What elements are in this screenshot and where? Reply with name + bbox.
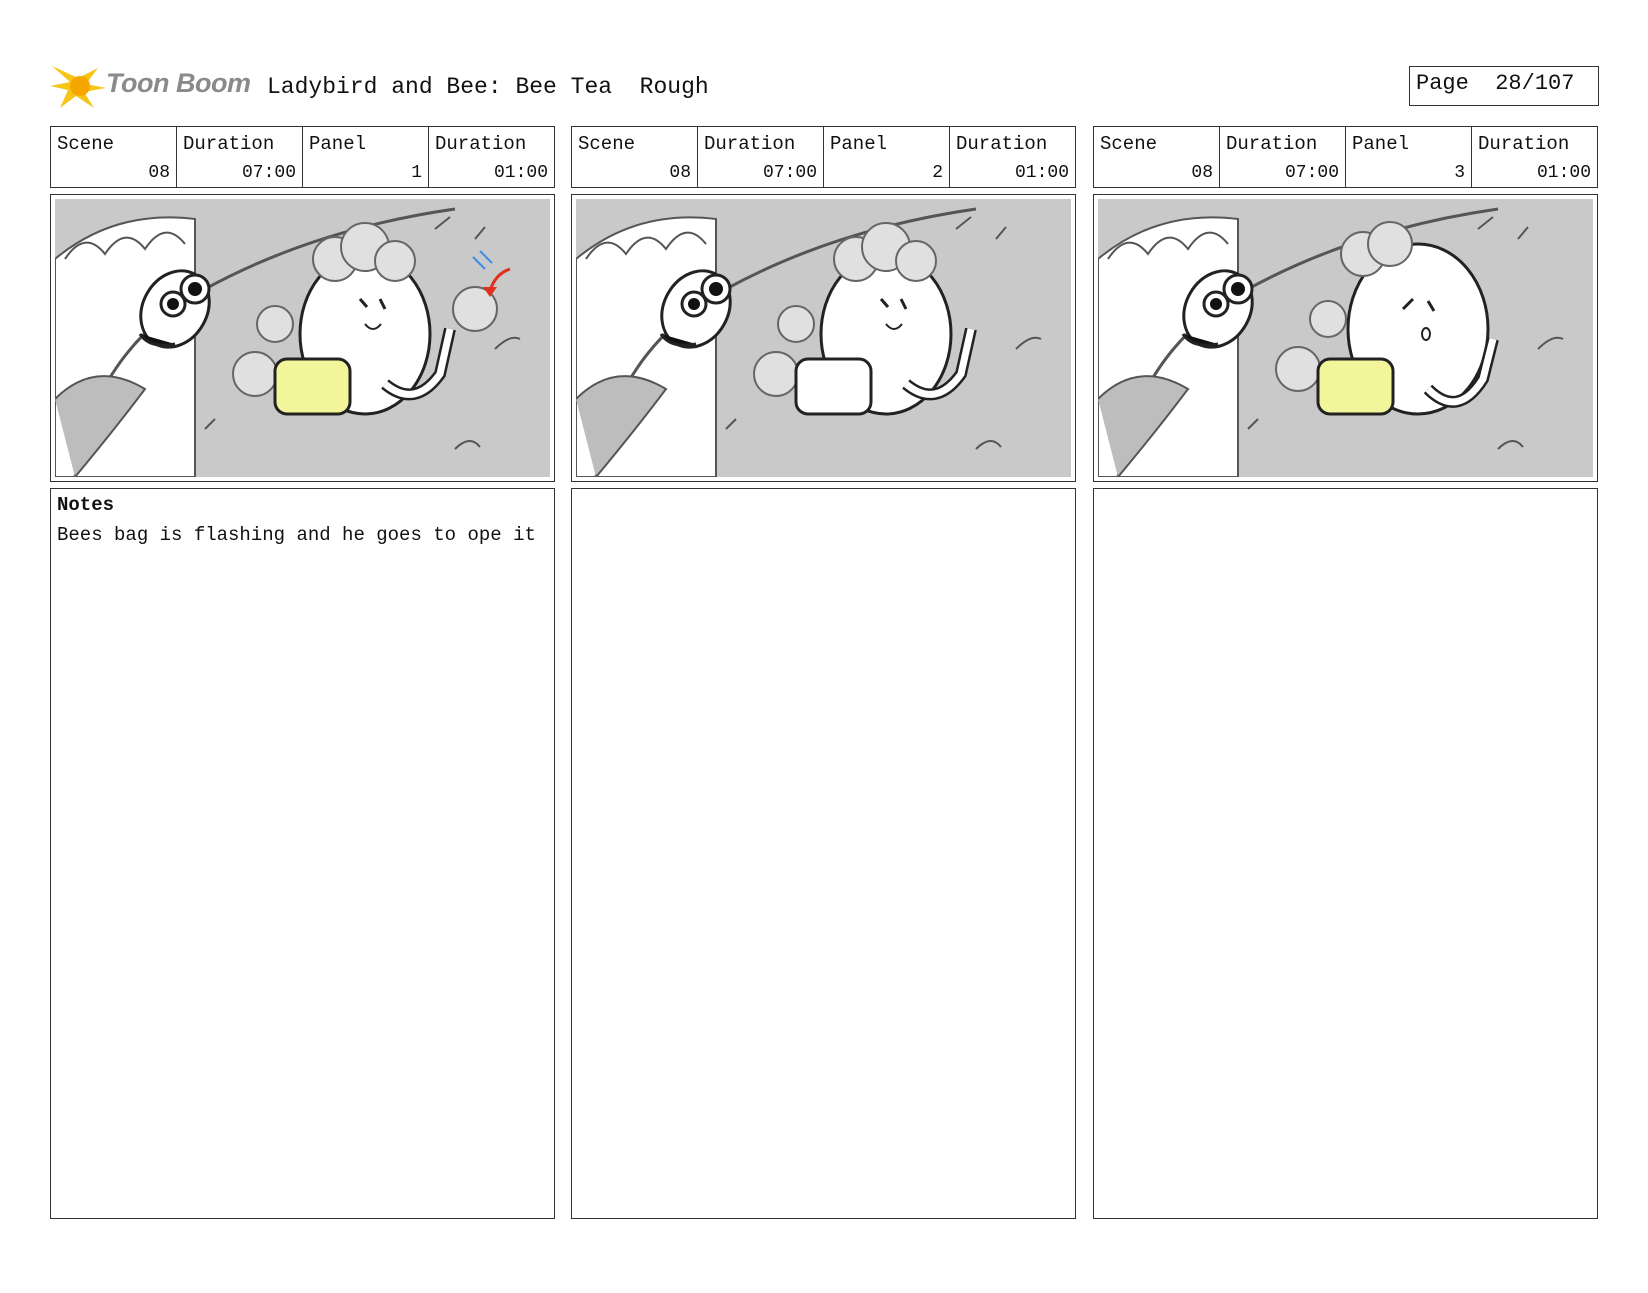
panel-cell bbox=[824, 127, 950, 187]
scene-value: 08 bbox=[148, 163, 170, 183]
panel-drawing-frame bbox=[571, 194, 1076, 482]
panel-cell bbox=[303, 127, 429, 187]
document-title: Ladybird and Bee: Bee Tea Rough bbox=[267, 74, 709, 100]
panel-duration-cell bbox=[950, 127, 1075, 187]
notes-title: Notes bbox=[57, 494, 115, 516]
storyboard-sketch-image bbox=[55, 199, 550, 477]
scene-cell bbox=[51, 127, 177, 187]
panel-duration-label: Duration bbox=[435, 133, 527, 155]
panel-value: 1 bbox=[411, 163, 422, 183]
panel-info-bar bbox=[571, 126, 1076, 188]
scene-cell bbox=[1094, 127, 1220, 187]
panel-value: 3 bbox=[1454, 163, 1465, 183]
scene-value: 08 bbox=[669, 163, 691, 183]
notes-box bbox=[571, 488, 1076, 1219]
panel-label: Panel bbox=[1352, 133, 1410, 155]
panel-drawing-frame bbox=[50, 194, 555, 482]
page-number: 28/107 bbox=[1495, 71, 1575, 96]
panel-duration-label: Duration bbox=[956, 133, 1048, 155]
panel-duration-label: Duration bbox=[1478, 133, 1570, 155]
page-label: Page bbox=[1416, 71, 1469, 96]
storyboard-sketch-image bbox=[576, 199, 1071, 477]
panel-duration-value: 01:00 bbox=[1014, 163, 1069, 183]
scene-duration-label: Duration bbox=[183, 133, 275, 155]
page-indicator bbox=[1409, 66, 1599, 106]
scene-duration-value: 07:00 bbox=[1284, 163, 1339, 183]
panel-label: Panel bbox=[830, 133, 888, 155]
notes-box bbox=[50, 488, 555, 1219]
logo-text: Toon Boom bbox=[106, 68, 251, 98]
notes-box bbox=[1093, 488, 1598, 1219]
scene-duration-cell bbox=[1220, 127, 1346, 187]
scene-duration-label: Duration bbox=[704, 133, 796, 155]
scene-value: 08 bbox=[1191, 163, 1213, 183]
panel-info-bar bbox=[50, 126, 555, 188]
scene-cell bbox=[572, 127, 698, 187]
panel-value: 2 bbox=[932, 163, 943, 183]
panel-drawing-frame bbox=[1093, 194, 1598, 482]
scene-duration-cell bbox=[177, 127, 303, 187]
panel-duration-cell bbox=[1472, 127, 1597, 187]
notes-text: Bees bag is flashing and he goes to ope it bbox=[57, 524, 536, 546]
scene-duration-cell bbox=[698, 127, 824, 187]
panel-label: Panel bbox=[309, 133, 367, 155]
scene-label: Scene bbox=[57, 133, 115, 155]
logo-burst-icon bbox=[50, 58, 110, 114]
scene-duration-label: Duration bbox=[1226, 133, 1318, 155]
panel-cell bbox=[1346, 127, 1472, 187]
panel-duration-value: 01:00 bbox=[1536, 163, 1591, 183]
toon-boom-logo bbox=[50, 58, 250, 114]
panel-duration-cell bbox=[429, 127, 554, 187]
panel-info-bar bbox=[1093, 126, 1598, 188]
storyboard-sketch-image bbox=[1098, 199, 1593, 477]
scene-label: Scene bbox=[1100, 133, 1158, 155]
panel-duration-value: 01:00 bbox=[493, 163, 548, 183]
scene-duration-value: 07:00 bbox=[762, 163, 817, 183]
scene-label: Scene bbox=[578, 133, 636, 155]
scene-duration-value: 07:00 bbox=[241, 163, 296, 183]
